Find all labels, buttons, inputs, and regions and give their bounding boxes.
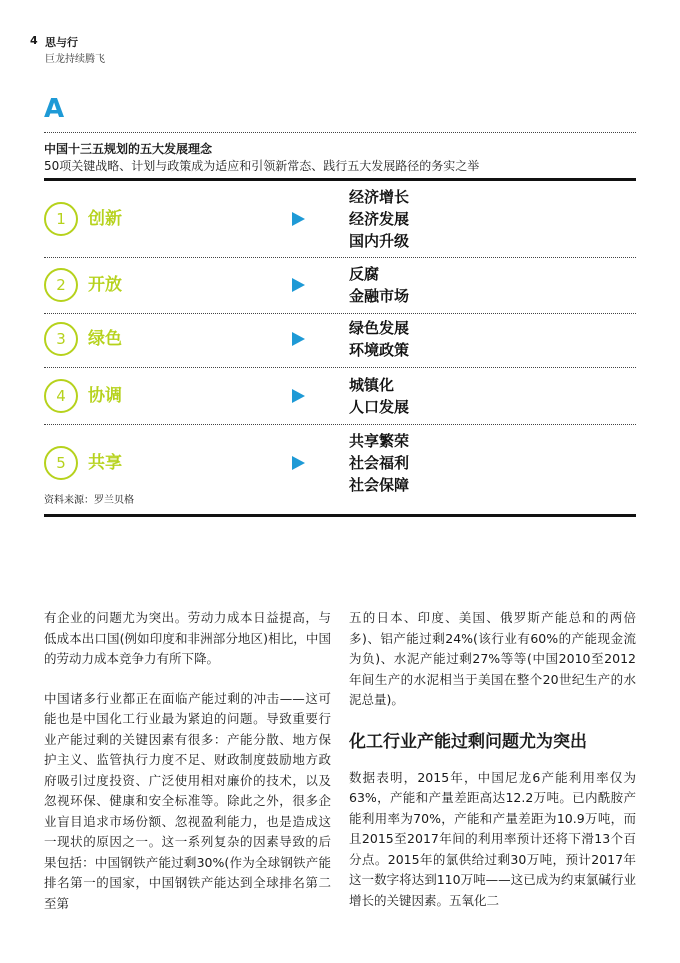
- item-label: 环境政策: [349, 341, 410, 359]
- divider-dotted: [44, 313, 636, 314]
- publication-subtitle: 巨龙持续腾飞: [45, 54, 105, 65]
- concept-row-sharing: [44, 430, 636, 494]
- divider-thick: [44, 178, 636, 181]
- body-paragraph: 数据表明，2015年，中国尼龙6产能利用率仅为63%，产能和产量差距高达12.2万吨。已内酰胺产能利用率为70%，产能和产量差距为10.9万吨，而且2015至2017年间的利用率预计还将下滑13个百分点。2015年的氯供给过剩30万吨，预计2017年这一数字将达到110万吨——这已成为约束氯碱行业增长的关键因素。五氧化二: [349, 769, 636, 908]
- number-circle: 4: [44, 379, 78, 413]
- item-label: 社会保障: [349, 476, 410, 494]
- number-circle: 5: [44, 446, 78, 480]
- body-paragraph: 有企业的问题尤为突出。劳动力成本日益提高，与低成本出口国(例如印度和非洲部分地区)相比，中国的劳动力成本竞争力有所下降。: [44, 610, 331, 666]
- item-label: 城镇化: [349, 376, 395, 394]
- concept-row-innovation: [44, 186, 636, 250]
- figure-subtitle: 50项关键战略、计划与政策成为适应和引领新常态、践行五大发展路径的务实之举: [44, 159, 480, 173]
- arrow-right-icon: [292, 212, 305, 226]
- item-label: 共享繁荣: [349, 432, 410, 450]
- figure-title: 中国十三五规划的五大发展理念: [44, 142, 213, 156]
- section-heading: 化工行业产能过剩问题尤为突出: [349, 731, 587, 752]
- item-label: 国内升级: [349, 232, 410, 250]
- concept-row-green: [44, 317, 636, 363]
- item-label: 绿色发展: [349, 319, 410, 337]
- related-items: [349, 263, 409, 307]
- concept-row-coordination: [44, 374, 636, 420]
- body-paragraph: 五的日本、印度、美国、俄罗斯产能总和的两倍多)、铝产能过剩24%(该行业有60%的产能现金流为负)、水泥产能过剩27%等等(中国2010至2012年间生产的水泥相当于美国在整个20世纪生产的水泥总量)。: [349, 610, 636, 707]
- concept-label: 共享: [88, 453, 122, 473]
- item-label: 经济发展: [349, 210, 410, 228]
- publication-title: 思与行: [45, 36, 78, 49]
- related-items: [349, 317, 409, 361]
- item-label: 人口发展: [349, 398, 410, 416]
- item-label: 社会福利: [349, 454, 410, 472]
- divider-dotted: [44, 257, 636, 258]
- number-circle: 3: [44, 322, 78, 356]
- divider-thick: [44, 514, 636, 517]
- arrow-right-icon: [292, 278, 305, 292]
- arrow-right-icon: [292, 332, 305, 346]
- arrow-right-icon: [292, 456, 305, 470]
- divider-dotted: [44, 424, 636, 425]
- concept-label: 开放: [88, 275, 122, 295]
- divider-dotted: [44, 132, 636, 133]
- number-circle: 1: [44, 202, 78, 236]
- figure-source: 资料来源：罗兰贝格: [44, 495, 134, 506]
- section-letter: A: [44, 94, 65, 124]
- item-label: 反腐: [349, 265, 380, 283]
- related-items: [349, 186, 409, 252]
- related-items: [349, 430, 409, 496]
- body-column-left: [44, 608, 331, 933]
- related-items: [349, 374, 409, 418]
- body-column-right: [349, 608, 636, 930]
- concept-label: 绿色: [88, 329, 122, 349]
- divider-dotted: [44, 367, 636, 368]
- concept-label: 创新: [88, 209, 122, 229]
- item-label: 金融市场: [349, 287, 410, 305]
- body-paragraph: 中国诸多行业都正在面临产能过剩的冲击——这可能也是中国化工行业最为紧迫的问题。导致重要行业产能过剩的关键因素有很多：产能分散、地方保护主义、监管执行力度不足、财政制度鼓励地方政府吸引过度投资、广泛使用相对廉价的技术，以及忽视环保、健康和安全标准等。除此之外，很多企业盲目追求市场份额、忽视盈利能力，也是造成这一现状的原因之一。这一系列复杂的因素导致的后果包括：中国钢铁产能过剩30%(作为全球钢铁产能排名第一的国家，中国钢铁产能达到全球排名第二至第: [44, 690, 331, 911]
- arrow-right-icon: [292, 389, 305, 403]
- item-label: 经济增长: [349, 188, 410, 206]
- concept-row-openness: [44, 263, 636, 309]
- number-circle: 2: [44, 268, 78, 302]
- page-number: 4: [30, 34, 38, 47]
- concept-label: 协调: [88, 386, 122, 406]
